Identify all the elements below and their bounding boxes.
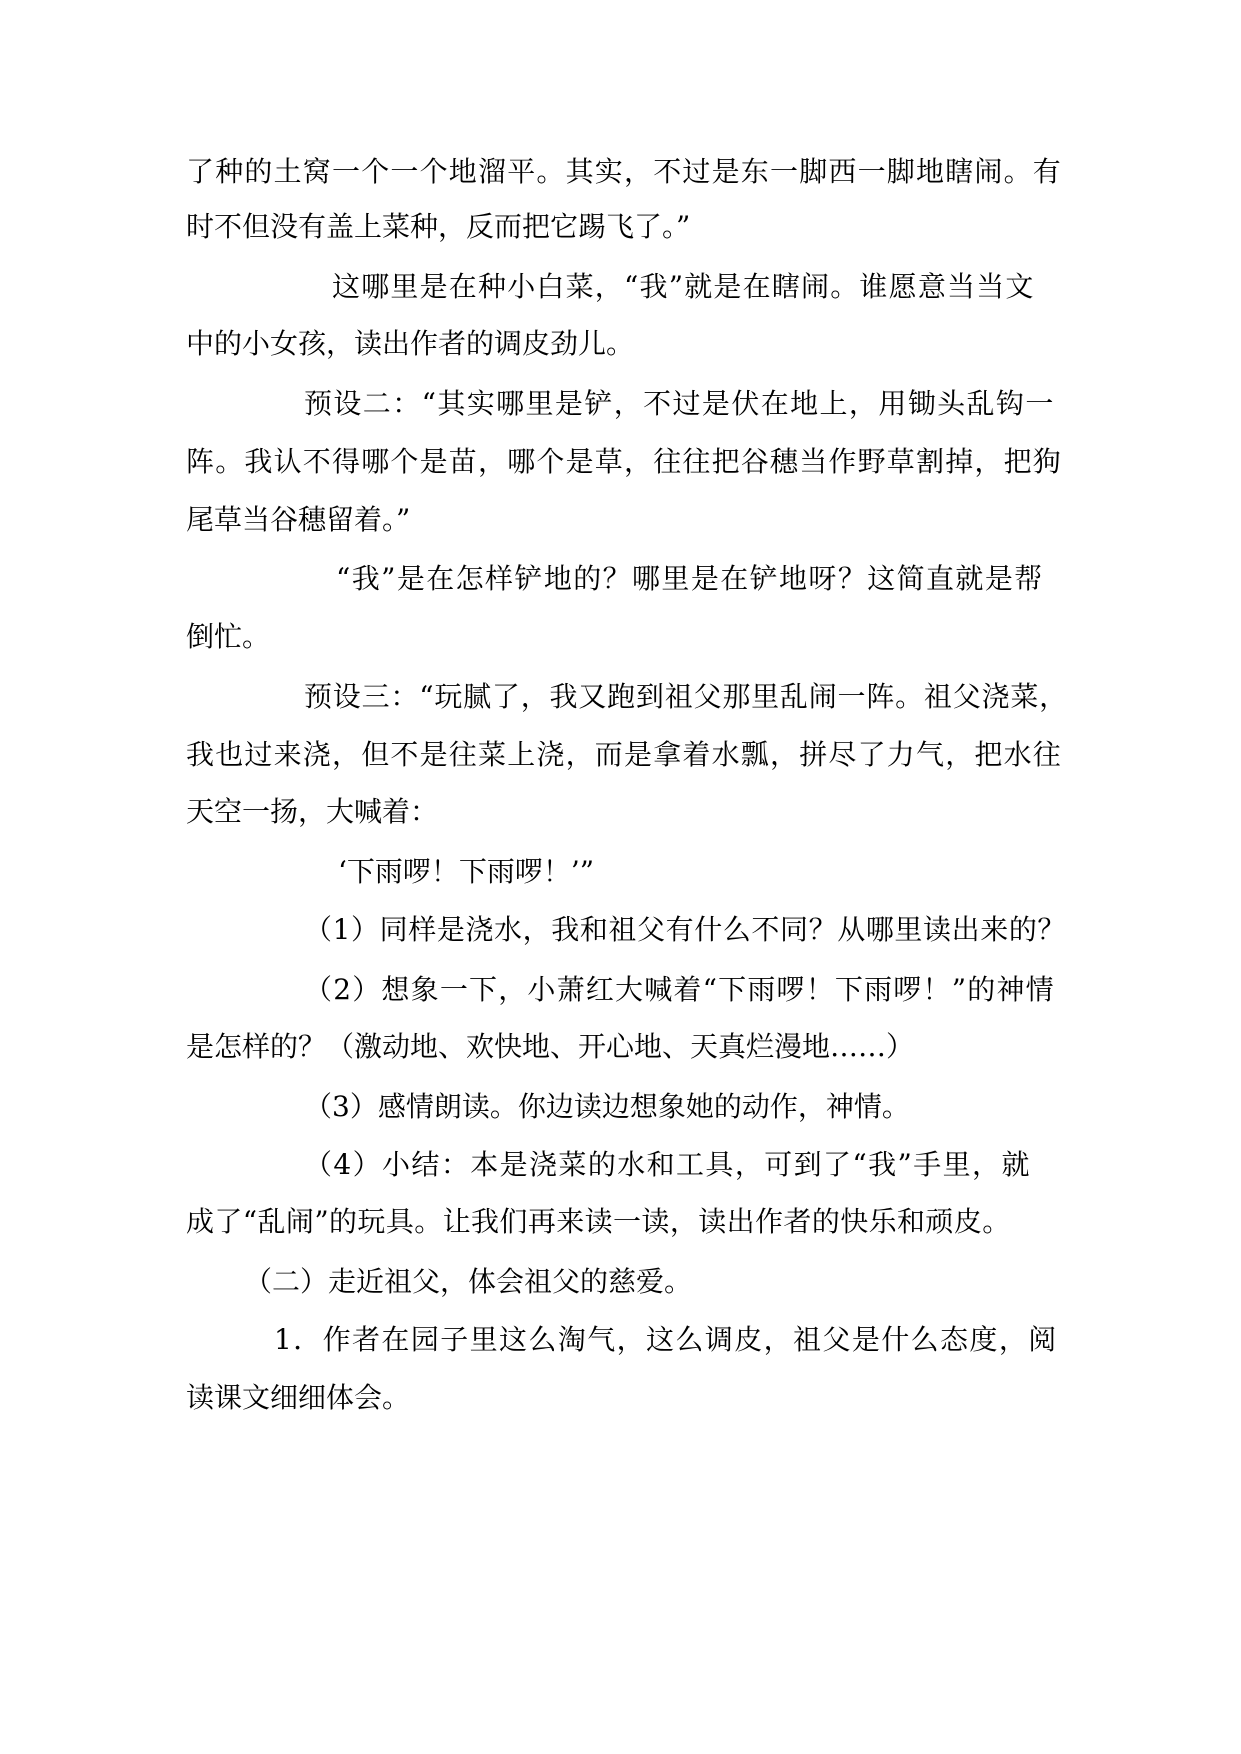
text-line: 了种的土窝一个一个地溜平。其实，不过是东一脚西一脚地瞎闹。有 xyxy=(186,155,1063,188)
text-line: 阵。我认不得哪个是苗，哪个是草，往往把谷穗当作野草割掉，把狗 xyxy=(186,445,1063,478)
text-line: 我也过来浇，但不是往菜上浇，而是拿着水瓢，拼尽了力气，把水往 xyxy=(186,738,1063,771)
text-line: 成了“乱闹”的玩具。让我们再来读一读，读出作者的快乐和顽皮。 xyxy=(186,1205,1011,1238)
text-line: （4）小结：本是浇菜的水和工具，可到了“我”手里，就 xyxy=(304,1148,1031,1181)
text-line: （3）感情朗读。你边读边想象她的动作，神情。 xyxy=(304,1090,910,1123)
text-line: 1．作者在园子里这么淘气，这么调皮，祖父是什么态度，阅 xyxy=(274,1323,1058,1356)
text-line: 这哪里是在种小白菜，“我”就是在瞎闹。谁愿意当当文 xyxy=(332,270,1035,303)
text-line: 读课文细细体会。 xyxy=(186,1381,411,1414)
section-heading: （二）走近祖父，体会祖父的慈爱。 xyxy=(244,1265,693,1298)
text-line: 是怎样的？（激动地、欢快地、开心地、天真烂漫地……） xyxy=(186,1030,915,1063)
text-line: 天空一扬，大喊着： xyxy=(186,795,439,828)
text-line: “我”是在怎样铲地的？哪里是在铲地呀？这简直就是帮 xyxy=(336,562,1044,595)
text-line: 中的小女孩，读出作者的调皮劲儿。 xyxy=(186,327,635,360)
text-line: 尾草当谷穗留着。” xyxy=(186,503,411,536)
text-line: （2）想象一下，小萧红大喊着“下雨啰！下雨啰！”的神情 xyxy=(304,973,1055,1006)
text-line: 预设三：“玩腻了，我又跑到祖父那里乱闹一阵。祖父浇菜， xyxy=(304,680,1068,713)
text-line: 预设二：“其实哪里是铲，不过是伏在地上，用锄头乱钩一 xyxy=(304,387,1055,420)
text-line: （1）同样是浇水，我和祖父有什么不同？从哪里读出来的？ xyxy=(304,913,1067,946)
text-line: ‘下雨啰！下雨啰！’” xyxy=(338,855,595,888)
text-line: 时不但没有盖上菜种，反而把它踢飞了。” xyxy=(186,210,691,243)
text-line: 倒忙。 xyxy=(186,620,271,653)
